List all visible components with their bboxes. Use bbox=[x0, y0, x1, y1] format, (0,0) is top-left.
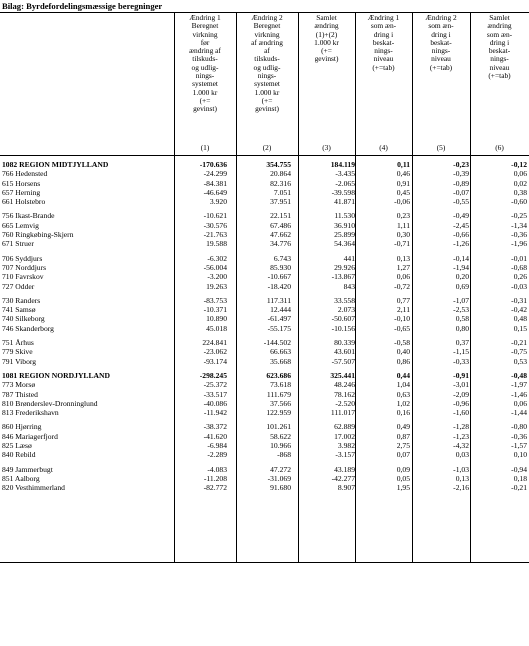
table-cell-col-4: -0,72 bbox=[394, 281, 410, 291]
table-cell-col-5: -0,66 bbox=[453, 230, 469, 240]
table-cell-col-1: -40.086 bbox=[203, 398, 227, 408]
table-cell-col-1: -10.621 bbox=[203, 211, 227, 221]
table-cell-col-1: -11.942 bbox=[203, 408, 227, 418]
table-cell-col-6: -0,31 bbox=[511, 295, 527, 305]
table-cell-col-2: 117.311 bbox=[266, 295, 291, 305]
table-cell-col-1: -170.636 bbox=[199, 160, 227, 169]
municipality-name: 665 Lemvig bbox=[2, 220, 39, 230]
table-cell-col-1: 224.841 bbox=[202, 338, 227, 348]
municipality-name: 787 Thisted bbox=[2, 389, 38, 399]
column-number-1: (1) bbox=[200, 143, 210, 152]
table-cell-col-2: -18.420 bbox=[267, 281, 291, 291]
table-cell-col-6: 0,06 bbox=[513, 398, 527, 408]
table-row bbox=[0, 239, 529, 248]
table-cell-col-1: -38.372 bbox=[203, 422, 227, 432]
table-row bbox=[0, 179, 529, 188]
table-cell-col-4: -0,71 bbox=[394, 239, 410, 249]
table-cell-col-1: -6.302 bbox=[207, 253, 227, 263]
table-cell-col-3: 80.339 bbox=[334, 338, 355, 348]
table-row bbox=[0, 441, 529, 450]
table-row bbox=[0, 380, 529, 389]
table-cell-col-6: -0,21 bbox=[511, 338, 527, 348]
table-cell-col-5: -0,89 bbox=[453, 178, 469, 188]
table-cell-col-2: 47.662 bbox=[270, 230, 291, 240]
table-cell-col-3: 54.364 bbox=[334, 239, 355, 249]
table-cell-col-1: -298.245 bbox=[199, 370, 227, 380]
table-row bbox=[0, 465, 529, 474]
bottom-rule bbox=[0, 562, 529, 563]
table-cell-col-4: 1,02 bbox=[396, 398, 410, 408]
table-cell-col-1: -82.772 bbox=[203, 483, 227, 493]
table-cell-col-4: 0,91 bbox=[396, 178, 410, 188]
table-cell-col-6: -0,42 bbox=[511, 305, 527, 315]
table-cell-col-4: 0,05 bbox=[396, 473, 410, 483]
table-cell-col-6: -0,60 bbox=[511, 197, 527, 207]
table-cell-col-2: 37.566 bbox=[270, 398, 291, 408]
table-row bbox=[0, 197, 529, 206]
table-cell-col-5: 0,03 bbox=[455, 450, 469, 460]
table-cell-col-2: 12.444 bbox=[270, 305, 291, 315]
municipality-name: 751 Århus bbox=[2, 338, 34, 348]
table-cell-col-2: -10.667 bbox=[267, 272, 291, 282]
table-cell-col-3: -50.607 bbox=[331, 314, 355, 324]
table-cell-col-5: -1,60 bbox=[453, 408, 469, 418]
table-cell-col-3: 184.119 bbox=[330, 160, 355, 169]
table-cell-col-2: -55.175 bbox=[267, 323, 291, 333]
table-cell-col-1: -33.517 bbox=[203, 389, 227, 399]
table-cell-col-6: -1,34 bbox=[511, 220, 527, 230]
table-cell-col-6: 0,02 bbox=[513, 178, 527, 188]
table-row bbox=[0, 432, 529, 441]
table-cell-col-1: -24.299 bbox=[203, 169, 227, 179]
table-cell-col-3: 33.558 bbox=[334, 295, 355, 305]
municipality-name: 756 Ikast-Brande bbox=[2, 211, 55, 221]
table-row bbox=[0, 188, 529, 197]
header-rule bbox=[0, 155, 529, 156]
column-header-3: Samlet ændring (1)+(2) 1.000 kr (+= gevinst) bbox=[314, 13, 339, 64]
municipality-name: 860 Hjørring bbox=[2, 422, 42, 432]
table-cell-col-1: 3.920 bbox=[209, 197, 227, 207]
table-cell-col-1: -84.381 bbox=[203, 178, 227, 188]
column-number-4: (4) bbox=[379, 143, 388, 152]
table-cell-col-3: -57.507 bbox=[331, 356, 355, 366]
table-cell-col-6: -0,36 bbox=[511, 431, 527, 441]
table-cell-col-4: -0,65 bbox=[394, 323, 410, 333]
table-cell-col-5: -1,23 bbox=[453, 431, 469, 441]
table-cell-col-3: 8.907 bbox=[337, 483, 355, 493]
table-cell-col-3: 29.926 bbox=[334, 262, 355, 272]
table-cell-col-2: -61.497 bbox=[267, 314, 291, 324]
table-cell-col-1: -83.753 bbox=[203, 295, 227, 305]
data-table-body bbox=[0, 160, 529, 493]
table-cell-col-3: 441 bbox=[343, 253, 355, 263]
table-cell-col-2: -144.502 bbox=[263, 338, 291, 348]
table-row bbox=[0, 338, 529, 347]
document-title: Bilag: Byrdefordelingsmæssige beregninger bbox=[2, 1, 163, 11]
table-row bbox=[0, 474, 529, 483]
column-header-1: Ændring 1 Beregnet virkning før ændring af tilskuds- og udlig- nings- systemet 1.000 kr (+= gevinst) bbox=[189, 13, 221, 114]
table-row bbox=[0, 296, 529, 305]
table-cell-col-4: 1,11 bbox=[396, 220, 410, 230]
municipality-name: 746 Skanderborg bbox=[2, 323, 54, 333]
table-cell-col-1: 45.018 bbox=[206, 323, 227, 333]
table-cell-col-4: 0,49 bbox=[396, 422, 410, 432]
table-cell-col-2: 85.930 bbox=[270, 262, 291, 272]
table-cell-col-5: -0,91 bbox=[453, 370, 469, 380]
table-cell-col-6: -0,36 bbox=[511, 230, 527, 240]
table-cell-col-5: -0,07 bbox=[453, 187, 469, 197]
municipality-name: 657 Herning bbox=[2, 187, 41, 197]
table-cell-col-2: 47.272 bbox=[270, 464, 291, 474]
table-cell-col-4: 0,11 bbox=[397, 160, 410, 169]
table-cell-col-2: 101.261 bbox=[266, 422, 291, 432]
table-cell-col-3: -10.156 bbox=[331, 323, 355, 333]
table-cell-col-6: -0,80 bbox=[511, 422, 527, 432]
municipality-name: 813 Frederikshavn bbox=[2, 408, 59, 418]
table-cell-col-4: 0,06 bbox=[396, 272, 410, 282]
table-cell-col-5: -1,07 bbox=[453, 295, 469, 305]
table-cell-col-5: -0,23 bbox=[453, 160, 469, 169]
table-cell-col-1: -6.984 bbox=[207, 441, 227, 451]
municipality-name: 773 Morsø bbox=[2, 380, 36, 390]
table-cell-col-5: -2,16 bbox=[453, 483, 469, 493]
table-cell-col-4: 0,44 bbox=[396, 370, 410, 380]
table-cell-col-6: -1,97 bbox=[511, 380, 527, 390]
table-cell-col-5: -2,45 bbox=[453, 220, 469, 230]
table-cell-col-2: 58.622 bbox=[270, 431, 291, 441]
table-cell-col-3: 325.441 bbox=[330, 370, 355, 380]
table-cell-col-6: -0,21 bbox=[511, 483, 527, 493]
table-cell-col-3: 36.910 bbox=[334, 220, 355, 230]
table-cell-col-3: -2.520 bbox=[335, 398, 355, 408]
table-cell-col-1: 19.588 bbox=[206, 239, 227, 249]
municipality-name: 810 Brønderslev-Dronninglund bbox=[2, 398, 98, 408]
table-row bbox=[0, 408, 529, 417]
table-cell-col-6: 0,18 bbox=[513, 473, 527, 483]
table-cell-col-6: 0,06 bbox=[513, 169, 527, 179]
column-header-6: Samlet ændring som æn- dring i beskat- nings- niveau (+=tab) bbox=[486, 13, 513, 81]
table-row bbox=[0, 422, 529, 431]
table-cell-col-6: 0,10 bbox=[513, 450, 527, 460]
table-cell-col-1: -46.649 bbox=[203, 187, 227, 197]
table-cell-col-5: 0,13 bbox=[455, 473, 469, 483]
table-cell-col-1: -10.371 bbox=[203, 305, 227, 315]
table-cell-col-5: 0,37 bbox=[455, 338, 469, 348]
table-cell-col-6: -0,48 bbox=[511, 370, 527, 380]
table-row bbox=[0, 324, 529, 333]
table-cell-col-1: 10.890 bbox=[206, 314, 227, 324]
column-header-2: Ændring 2 Beregnet virkning af ændring af tilskuds- og udlig- nings- systemet 1.000 kr (+= gevinst) bbox=[251, 13, 283, 114]
municipality-name: 671 Struer bbox=[2, 239, 34, 249]
table-cell-col-4: 0,77 bbox=[396, 295, 410, 305]
table-cell-col-2: 34.776 bbox=[270, 239, 291, 249]
table-cell-col-2: 122.959 bbox=[266, 408, 291, 418]
table-cell-col-3: 25.899 bbox=[334, 230, 355, 240]
table-cell-col-5: -2,53 bbox=[453, 305, 469, 315]
municipality-name: 820 Vesthimmerland bbox=[2, 483, 65, 493]
table-cell-col-6: -1,44 bbox=[511, 408, 527, 418]
table-cell-col-2: -868 bbox=[277, 450, 291, 460]
municipality-name: 766 Hedensted bbox=[2, 169, 48, 179]
table-cell-col-6: -0,94 bbox=[511, 464, 527, 474]
column-header-4: Ændring 1 som æn- dring i beskat- nings- niveau (+=tab) bbox=[367, 13, 400, 72]
table-cell-col-6: -1,57 bbox=[511, 441, 527, 451]
table-cell-col-6: -0,75 bbox=[511, 347, 527, 357]
table-cell-col-4: 0,13 bbox=[396, 253, 410, 263]
table-cell-col-5: -0,33 bbox=[453, 356, 469, 366]
table-cell-col-4: 0,86 bbox=[396, 356, 410, 366]
table-cell-col-4: 0,30 bbox=[396, 230, 410, 240]
table-cell-col-3: -39.598 bbox=[331, 187, 355, 197]
municipality-name: 710 Favrskov bbox=[2, 272, 44, 282]
table-row bbox=[0, 450, 529, 459]
table-cell-col-1: -2.289 bbox=[207, 450, 227, 460]
table-cell-col-5: -3,01 bbox=[453, 380, 469, 390]
table-row bbox=[0, 263, 529, 272]
table-cell-col-4: 0,40 bbox=[396, 347, 410, 357]
table-row bbox=[0, 483, 529, 492]
table-cell-col-1: -56.004 bbox=[203, 262, 227, 272]
table-cell-col-2: -31.069 bbox=[267, 473, 291, 483]
municipality-name: 840 Rebild bbox=[2, 450, 36, 460]
table-cell-col-5: -0,39 bbox=[453, 169, 469, 179]
table-cell-col-3: -42.277 bbox=[331, 473, 355, 483]
municipality-name: 615 Horsens bbox=[2, 178, 41, 188]
municipality-name: 706 Syddjurs bbox=[2, 253, 43, 263]
table-cell-col-3: -13.867 bbox=[331, 272, 355, 282]
municipality-name: 849 Jammerbugt bbox=[2, 464, 53, 474]
table-cell-col-3: 62.889 bbox=[334, 422, 355, 432]
table-cell-col-3: 43.189 bbox=[334, 464, 355, 474]
table-cell-col-4: -0,10 bbox=[394, 314, 410, 324]
table-cell-col-2: 73.618 bbox=[270, 380, 291, 390]
table-cell-col-2: 10.966 bbox=[270, 441, 291, 451]
table-cell-col-5: -0,96 bbox=[453, 398, 469, 408]
table-cell-col-6: -0,03 bbox=[511, 281, 527, 291]
table-cell-col-4: 0,07 bbox=[396, 450, 410, 460]
table-cell-col-5: -2,09 bbox=[453, 389, 469, 399]
table-cell-col-3: -3.435 bbox=[335, 169, 355, 179]
table-cell-col-6: -0,12 bbox=[511, 160, 527, 169]
table-cell-col-5: 0,69 bbox=[455, 281, 469, 291]
table-cell-col-4: 0,23 bbox=[396, 211, 410, 221]
table-cell-col-3: 17.002 bbox=[334, 431, 355, 441]
table-cell-col-4: 0,16 bbox=[396, 408, 410, 418]
table-cell-col-6: -1,46 bbox=[511, 389, 527, 399]
table-row bbox=[0, 221, 529, 230]
column-header-5: Ændring 2 som æn- dring i beskat- nings- niveau (+=tab) bbox=[425, 13, 457, 72]
table-cell-col-6: -0,68 bbox=[511, 262, 527, 272]
table-cell-col-2: 354.755 bbox=[266, 160, 291, 169]
table-cell-col-4: 1,27 bbox=[396, 262, 410, 272]
table-row bbox=[0, 254, 529, 263]
table-cell-col-6: -0,01 bbox=[511, 253, 527, 263]
municipality-name: 791 Viborg bbox=[2, 356, 37, 366]
table-cell-col-4: 0,45 bbox=[396, 187, 410, 197]
municipality-name: 740 Silkeborg bbox=[2, 314, 45, 324]
table-cell-col-2: 67.486 bbox=[270, 220, 291, 230]
table-cell-col-5: -0,14 bbox=[453, 253, 469, 263]
table-cell-col-5: -0,55 bbox=[453, 197, 469, 207]
table-row bbox=[0, 305, 529, 314]
table-cell-col-5: -4,32 bbox=[453, 441, 469, 451]
table-cell-col-3: -2.065 bbox=[335, 178, 355, 188]
table-cell-col-6: -1,96 bbox=[511, 239, 527, 249]
table-cell-col-1: 19.263 bbox=[206, 281, 227, 291]
table-cell-col-4: 0,09 bbox=[396, 464, 410, 474]
table-cell-col-5: -0,49 bbox=[453, 211, 469, 221]
table-cell-col-1: -11.208 bbox=[203, 473, 227, 483]
table-row bbox=[0, 399, 529, 408]
table-cell-col-2: 91.680 bbox=[270, 483, 291, 493]
municipality-name: 730 Randers bbox=[2, 295, 41, 305]
table-cell-col-2: 111.679 bbox=[266, 389, 291, 399]
region-total-row bbox=[0, 160, 529, 169]
municipality-name: 661 Holstebro bbox=[2, 197, 46, 207]
table-cell-col-2: 82.316 bbox=[270, 178, 291, 188]
table-cell-col-1: -21.763 bbox=[203, 230, 227, 240]
municipality-name: 727 Odder bbox=[2, 281, 35, 291]
table-cell-col-3: 48.246 bbox=[334, 380, 355, 390]
municipality-name: 779 Skive bbox=[2, 347, 33, 357]
table-cell-col-1: -23.062 bbox=[203, 347, 227, 357]
table-cell-col-2: 66.663 bbox=[270, 347, 291, 357]
municipality-name: 851 Aalborg bbox=[2, 473, 40, 483]
column-number-2: (2) bbox=[262, 143, 272, 152]
municipality-name: 825 Læsø bbox=[2, 441, 32, 451]
table-cell-col-5: 0,20 bbox=[455, 272, 469, 282]
table-cell-col-2: 20.864 bbox=[270, 169, 291, 179]
table-cell-col-4: 1,04 bbox=[396, 380, 410, 390]
table-cell-col-3: 2.073 bbox=[337, 305, 355, 315]
table-row bbox=[0, 272, 529, 281]
table-cell-col-4: 2,75 bbox=[396, 441, 410, 451]
table-cell-col-2: 35.668 bbox=[270, 356, 291, 366]
table-cell-col-2: 623.686 bbox=[266, 370, 291, 380]
table-cell-col-3: 43.601 bbox=[334, 347, 355, 357]
municipality-name: 1082 REGION MIDTJYLLAND bbox=[2, 160, 109, 169]
table-cell-col-1: -93.174 bbox=[203, 356, 227, 366]
table-cell-col-4: -0,58 bbox=[394, 338, 410, 348]
table-cell-col-4: 0,63 bbox=[396, 389, 410, 399]
table-cell-col-3: 843 bbox=[343, 281, 355, 291]
table-cell-col-5: -1,03 bbox=[453, 464, 469, 474]
table-cell-col-6: 0,48 bbox=[513, 314, 527, 324]
column-number-5: (5) bbox=[436, 143, 446, 152]
table-cell-col-4: 2,11 bbox=[396, 305, 410, 315]
table-cell-col-5: -1,94 bbox=[453, 262, 469, 272]
table-cell-col-6: 0,53 bbox=[513, 356, 527, 366]
table-cell-col-3: 78.162 bbox=[334, 389, 355, 399]
table-row bbox=[0, 282, 529, 291]
table-cell-col-5: -1,26 bbox=[453, 239, 469, 249]
column-number-6: (6) bbox=[495, 143, 504, 152]
table-row bbox=[0, 347, 529, 356]
table-row bbox=[0, 169, 529, 178]
column-number-3: (3) bbox=[322, 143, 331, 152]
table-cell-col-1: -4.083 bbox=[207, 464, 227, 474]
table-cell-col-4: 1,95 bbox=[396, 483, 410, 493]
table-cell-col-3: -3.157 bbox=[335, 450, 355, 460]
table-row bbox=[0, 230, 529, 239]
table-cell-col-2: 7.051 bbox=[273, 187, 291, 197]
table-cell-col-1: -3.200 bbox=[207, 272, 227, 282]
table-row bbox=[0, 211, 529, 220]
table-cell-col-6: 0,38 bbox=[513, 187, 527, 197]
table-cell-col-3: 111.017 bbox=[330, 408, 355, 418]
table-cell-col-4: 0,46 bbox=[396, 169, 410, 179]
table-cell-col-2: 6.743 bbox=[273, 253, 291, 263]
table-cell-col-5: 0,80 bbox=[455, 323, 469, 333]
table-row bbox=[0, 357, 529, 366]
table-cell-col-5: -1,28 bbox=[453, 422, 469, 432]
table-cell-col-2: 37.951 bbox=[270, 197, 291, 207]
table-row bbox=[0, 390, 529, 399]
table-cell-col-2: 22.151 bbox=[270, 211, 291, 221]
table-cell-col-4: 0,87 bbox=[396, 431, 410, 441]
municipality-name: 760 Ringkøbing-Skjern bbox=[2, 230, 74, 240]
table-cell-col-3: 41.871 bbox=[334, 197, 355, 207]
table-row bbox=[0, 314, 529, 323]
table-cell-col-1: -25.372 bbox=[203, 380, 227, 390]
table-cell-col-5: 0,58 bbox=[455, 314, 469, 324]
table-cell-col-1: -30.576 bbox=[203, 220, 227, 230]
table-cell-col-1: -41.620 bbox=[203, 431, 227, 441]
table-cell-col-3: 11.530 bbox=[334, 211, 355, 221]
table-cell-col-5: -1,15 bbox=[453, 347, 469, 357]
municipality-name: 846 Mariagerfjord bbox=[2, 431, 58, 441]
municipality-name: 741 Samsø bbox=[2, 305, 36, 315]
region-total-row bbox=[0, 371, 529, 380]
table-cell-col-6: 0,26 bbox=[513, 272, 527, 282]
table-cell-col-6: 0,15 bbox=[513, 323, 527, 333]
table-cell-col-6: -0,25 bbox=[511, 211, 527, 221]
table-cell-col-3: 3.982 bbox=[337, 441, 355, 451]
municipality-name: 707 Norddjurs bbox=[2, 262, 47, 272]
table-cell-col-4: -0,06 bbox=[394, 197, 410, 207]
municipality-name: 1081 REGION NORDJYLLAND bbox=[2, 370, 111, 380]
